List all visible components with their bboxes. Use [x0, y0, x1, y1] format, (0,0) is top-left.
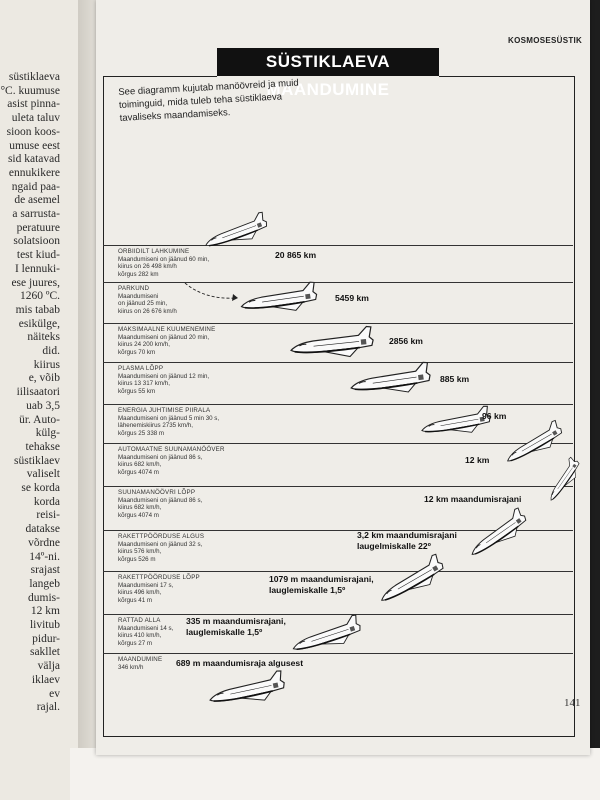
space-shuttle-icon: [205, 673, 287, 712]
left-page-line: did.: [42, 345, 60, 357]
left-page-line: iklaev: [31, 673, 60, 686]
page-number: 141: [564, 697, 581, 709]
left-page-line: pidur-: [32, 632, 60, 645]
page-title: SÜSTIKLAEVA MAANDUMINE: [217, 48, 439, 76]
left-page-line: uleta taluv: [11, 112, 60, 125]
left-page-line: süstiklaeva: [8, 71, 60, 83]
stage-detail: Maandumiseni on jäänud 86 s,: [118, 496, 203, 504]
stage-detail: kõrgus 41 m: [118, 596, 153, 604]
stage-title: RAKETTPÖÖRDUSE LÕPP: [118, 574, 200, 581]
stage-detail: kõrgus 27 m: [118, 639, 153, 647]
stage-distance: 689 m maandumisraja algusest: [176, 658, 304, 668]
stage-detail: kiirus 410 km/h,: [118, 632, 162, 640]
left-page-line: ür. Auto-: [19, 413, 60, 426]
left-page-line: 14º-ni.: [29, 550, 60, 563]
stage-detail: Maandumiseni on jäänud 60 min,: [118, 255, 210, 263]
left-page-line: süstiklaev: [14, 454, 60, 467]
stage-detail: Maandumiseni on jäänud 5 min 30 s,: [118, 414, 220, 422]
stage-detail: kiirus on 26 676 km/h: [118, 307, 177, 315]
stage-title: PLASMA LÕPP: [118, 365, 164, 372]
stage-title: AUTOMAATNE SUUNAMANÖÖVER: [118, 446, 225, 453]
left-page-line: mis tabab: [15, 303, 60, 316]
stage-distance: 5459 km: [335, 293, 369, 303]
stage-title: ENERGIA JUHTIMISE PIIRALA: [118, 407, 211, 414]
left-page-line: langeb: [29, 577, 60, 590]
left-page-line: korda: [33, 495, 60, 508]
stage-detail: kiirus on 26 498 km/h: [118, 263, 177, 271]
left-page-line: solatsioon: [13, 235, 60, 248]
stage-detail: kõrgus 25 338 m: [118, 429, 165, 437]
left-page-line: 1260 ºC.: [20, 290, 60, 303]
left-page-line: I lennuki-: [14, 262, 60, 275]
left-page-line: reisi-: [36, 509, 60, 522]
stage-detail: Maandumiseni on jäänud 32 s,: [118, 540, 203, 548]
section-label: KOSMOSESÜSTIK: [508, 36, 583, 45]
left-page-line: datakse: [25, 523, 60, 536]
stage-title: ORBIIDILT LAHKUMINE: [118, 248, 190, 255]
stage-detail: kiirus 24 200 km/h,: [118, 341, 170, 349]
stage-distance: 1079 m maandumisrajani, lauglemiskalle 1,5º: [269, 574, 374, 595]
space-shuttle-icon: [237, 282, 319, 321]
stage-distance: 96 km: [482, 411, 507, 421]
stage-info: [118, 446, 225, 476]
stage-detail: kiirus 682 km/h,: [118, 461, 162, 469]
stage-title: SUUNAMANÖÖVRI LÕPP: [118, 489, 196, 496]
stage-info: [118, 285, 177, 315]
left-page-line: 12 km: [30, 605, 60, 618]
left-page-line: asist pinna-: [7, 98, 60, 111]
left-page-line: ese juures,: [11, 276, 60, 289]
space-shuttle-icon: [347, 362, 432, 403]
left-page-line: kiirus: [33, 358, 60, 371]
left-page-line: ennukikere: [8, 166, 60, 179]
left-page-line: sakllet: [29, 646, 60, 659]
stage-detail: Maandumiseni 14 s,: [118, 624, 174, 632]
left-page-line: külg-: [35, 427, 60, 440]
stage-divider: [103, 282, 573, 283]
stage-title: RATTAD ALLA: [118, 617, 161, 624]
stage-detail: Maandumiseni on jäänud 86 s,: [118, 453, 203, 461]
stage-detail: kiirus 576 km/h,: [118, 548, 162, 556]
stage-distance: 2856 km: [389, 336, 423, 346]
stage-detail: Maandumiseni 17 s,: [118, 581, 174, 589]
stage-distance: 12 km: [465, 455, 490, 465]
stage-info: [118, 533, 204, 563]
space-shuttle-icon: [200, 218, 270, 252]
left-page-line: sioon koos-: [6, 125, 60, 138]
stage-distance: 335 m maandumisrajani, lauglemiskalle 1,5º: [186, 616, 286, 637]
left-page-line: välja: [37, 660, 60, 673]
intro-text: See diagramm kujutab manöövreid ja muid toiminguid, mida tuleb teha süstiklaeva tavaliseks maandamiseks.: [118, 77, 299, 124]
stage-divider: [103, 362, 573, 363]
stage-detail: kiirus 13 317 km/h,: [118, 380, 170, 388]
stage-detail: kõrgus 282 km: [118, 270, 159, 278]
stage-detail: kõrgus 70 km: [118, 348, 156, 356]
stage-divider: [103, 571, 573, 572]
stage-title: MAANDUMINE: [118, 656, 163, 663]
stage-detail: kõrgus 55 km: [118, 387, 156, 395]
stage-info: [118, 407, 219, 437]
left-page-line: se korda: [21, 482, 60, 494]
left-page-line: esikülge,: [18, 317, 60, 330]
left-page-line: srajast: [30, 564, 60, 577]
stage-detail: kõrgus 526 m: [118, 555, 156, 563]
stage-distance: 885 km: [440, 374, 470, 384]
space-shuttle-icon: [500, 430, 566, 463]
stage-distance: 12 km maandumisrajani: [424, 494, 522, 504]
stage-info: [118, 617, 173, 647]
stage-detail: Maandumiseni on jäänud 20 min,: [118, 333, 210, 341]
stage-detail: on jäänud 25 min,: [118, 300, 168, 308]
stage-title: PARKUND: [118, 285, 150, 292]
stage-info: [118, 248, 209, 278]
left-page-line: võrdne: [28, 536, 60, 549]
left-page-line: uab 3,5: [26, 399, 60, 412]
space-shuttle-icon: [418, 407, 492, 443]
left-page-line: tehakse: [25, 440, 60, 453]
left-page-line: iilisaatori: [16, 386, 60, 399]
left-page-line: sid katavad: [7, 153, 60, 166]
stage-detail: lähenemiskiirus 2735 km/h,: [118, 422, 193, 430]
left-page-line: rajal.: [36, 701, 60, 714]
stage-info: [118, 489, 202, 519]
left-page-line: peratuure: [16, 221, 60, 234]
space-shuttle-icon: [287, 325, 375, 367]
stage-divider: [103, 486, 573, 487]
stage-distance: 3,2 km maandumisrajani laugelmiskalle 22º: [357, 530, 457, 551]
left-page-line: de asemel: [14, 194, 60, 207]
left-page-line: umuse eest: [9, 139, 60, 152]
stage-detail: Maandumiseni: [118, 292, 159, 300]
space-shuttle-icon: [538, 470, 588, 496]
stage-divider: [103, 653, 573, 654]
stage-detail: Maandumiseni on jäänud 12 min,: [118, 372, 210, 380]
stage-detail: kõrgus 4074 m: [118, 511, 159, 519]
stage-title: RAKETTPÖÖRDUSE ALGUS: [118, 533, 205, 540]
stage-detail: kiirus 682 km/h,: [118, 504, 162, 512]
stage-title: MAKSIMAALNE KUUMENEMINE: [118, 326, 216, 333]
stage-detail: kiirus 496 km/h,: [118, 589, 162, 597]
stage-info: [118, 326, 215, 356]
stage-info: [118, 574, 200, 604]
stage-detail: kõrgus 4074 m: [118, 468, 159, 476]
stage-distance: 20 865 km: [275, 250, 317, 260]
left-page-line: test kiud-: [16, 249, 60, 262]
stage-info: [118, 365, 209, 395]
left-page-line: dumis-: [28, 591, 60, 604]
left-page-line: ngaid paa-: [11, 180, 60, 193]
left-page-line: valiselt: [26, 468, 60, 481]
stage-divider: [103, 404, 573, 405]
left-page-line: a sarrusta-: [12, 208, 60, 220]
stage-detail: 346 km/h: [118, 663, 144, 671]
left-page-line: e, võib: [28, 372, 60, 385]
left-page-line: näiteks: [27, 331, 60, 344]
left-page-line: ev: [49, 687, 60, 700]
left-page-line: livitub: [29, 619, 60, 631]
stage-info: [118, 656, 162, 671]
left-page-line: °C. kuumuse: [0, 84, 60, 97]
stage-divider: [103, 245, 573, 246]
